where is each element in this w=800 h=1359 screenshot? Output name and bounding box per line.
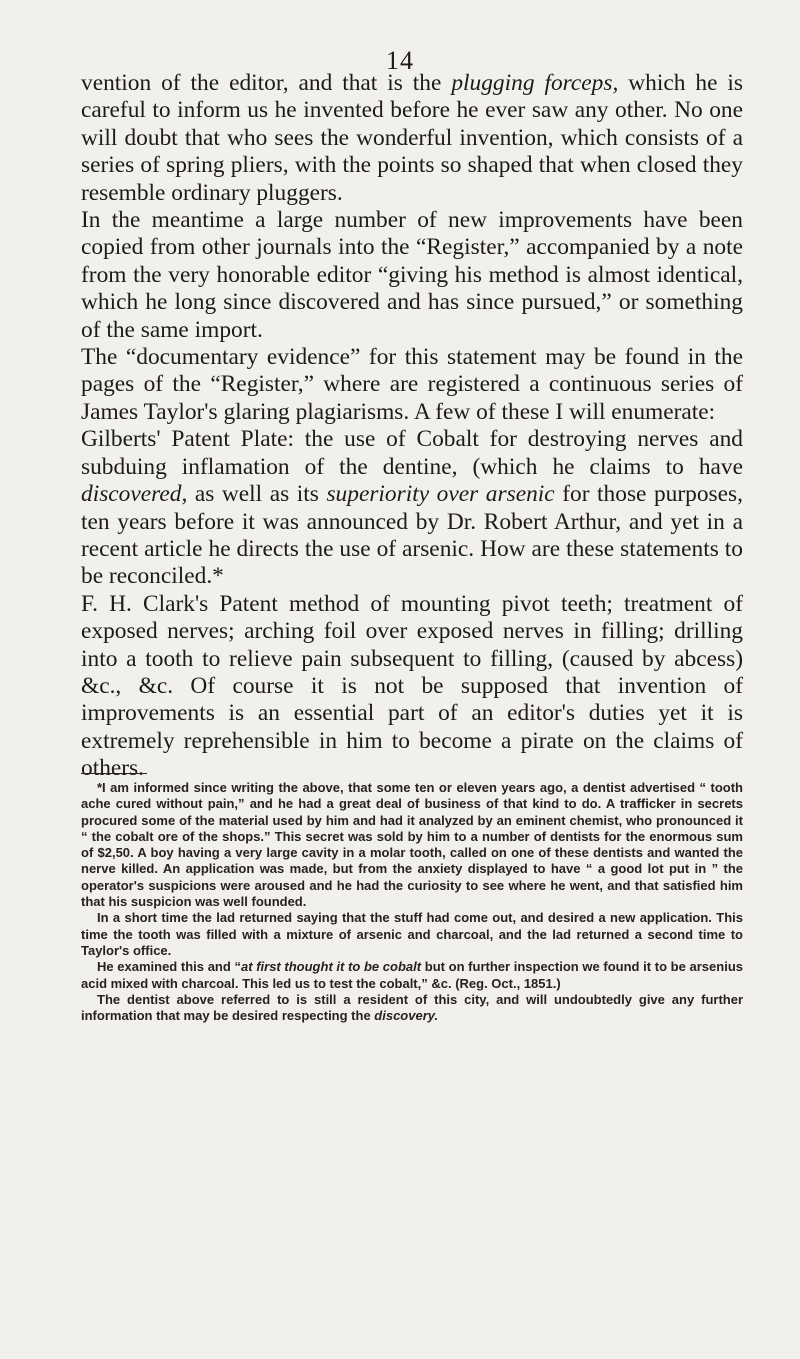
paragraph-3: The “documentary evidence” for this statement may be found in the pages of the “Register,” where are registered a continuous series of James Taylor's glaring plagiarisms. A few of these I will enumerate: (81, 344, 743, 425)
paragraph-4 (81, 426, 743, 590)
paragraph-1-text-a: vention of the editor, and that is the (81, 70, 452, 96)
footnote-3 (81, 959, 743, 992)
page-number: 14 (386, 46, 414, 75)
paragraph-2: In the meantime a large number of new improvements have been copied from other journals into the “Register,” accompanied by a note from the very honorable editor “giving his method is almost identical, which he long since discovered and has since pursued,” or something of the same import. (81, 207, 743, 343)
paragraph-4-text-e: for those purposes, ten years before it was announced by Dr. Robert Arthur, and yet in a recent article he directs the use of arsenic. How are these statements to be reconciled.* (81, 481, 743, 590)
paragraph-1 (81, 70, 743, 207)
discovery-emphasis: discovery. (374, 1008, 439, 1024)
footnote-4 (81, 992, 743, 1025)
footnote-2: In a short time the lad returned saying that the stuff had come out, and desired a new application. This time the tooth was filled with a mixture of arsenic and charcoal, and the lad returned a second time to Taylor's office. (81, 910, 743, 958)
paragraph-1-text-c: which he is careful to inform us he invented before he ever saw any other. No one will doubt that who sees the wonderful invention, which consists of a series of spring pliers, with the points so shaped that when closed they resemble ordinary pluggers. (81, 70, 744, 206)
footnote-1: *I am informed since writing the above, that some ten or eleven years ago, a dentist advertised “ tooth ache cured without pain,” and he had a great deal of business of that kind to do. A trafficker in secrets procured some of the material used by him and had it analyzed by an eminent chemist, who pronounced it “ the cobalt ore of the shops.” This secret was sold by him to a number of dentists for the enormous sum of $2,50. A boy having a very large cavity in a molar tooth, called on one of these dentists and wanted the nerve killed. An application was made, but from the anxiety displayed to have “ a good lot put in ” the operator's suspicions were aroused and he had the curiosity to see where he went, and that satisfied him that his suspicion was well founded. (81, 780, 743, 910)
paragraph-5: F. H. Clark's Patent method of mounting pivot teeth; treatment of exposed nerves; arching foil over exposed nerves in filling; drilling into a tooth to relieve pain subsequent to filling, (caused by abcess) &c., &c. Of course it is not be supposed that invention of improvements is an essential part of an editor's duties yet it is extremely reprehensible in him to become a pirate on the claims of others. (81, 590, 743, 782)
footnote-4-text-a: The dentist above referred to is still a resident of this city, and will undoubtedly give any further information that may be desired respecting the (81, 991, 743, 1024)
cobalt-emphasis: at first thought it to be cobalt (240, 959, 422, 975)
footnote-3-text-a: He examined this and “ (97, 959, 241, 975)
superiority-emphasis: superiority over arsenic (326, 481, 555, 508)
footnotes (81, 780, 743, 1024)
discovered-emphasis: discovered, (81, 481, 188, 508)
main-text (81, 70, 743, 783)
paragraph-4-text-c: as well as its (187, 481, 327, 508)
plugging-forceps-emphasis: plugging forceps, (451, 70, 619, 96)
footnote-rule (81, 773, 147, 774)
paragraph-4-text-a: Gilberts' Patent Plate: the use of Cobalt for destroying nerves and subduing inflamation of the dentine, (which he claims to have (81, 426, 743, 480)
footnote-3-text-c: but on further inspection we found it to be arsenius acid mixed with charcoal. This led us to test the cobalt,” &c. (Reg. Oct., 1851.) (81, 959, 743, 991)
